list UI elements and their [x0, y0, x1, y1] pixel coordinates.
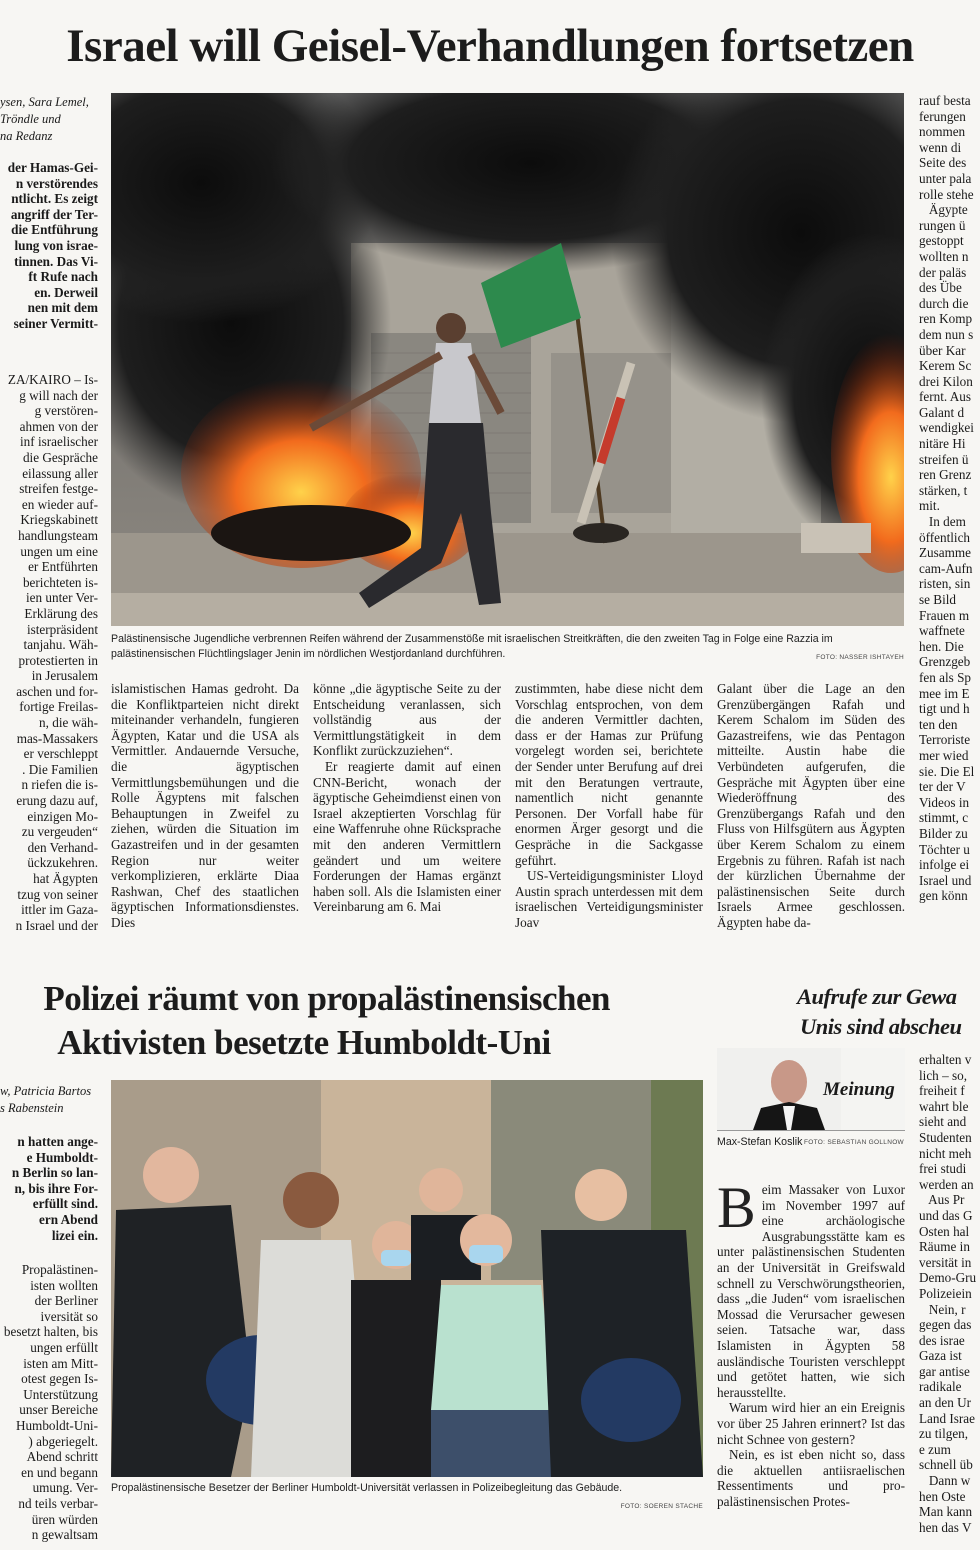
opinion-right-column-line: radikale: [919, 1379, 962, 1395]
article2-left-column-line: en und begann: [21, 1464, 98, 1480]
article2-lead-line: erfüllt sind.: [32, 1196, 98, 1212]
article1-lead-line: seiner Vermitt-: [13, 315, 98, 331]
article2-byline-line: s Rabenstein: [0, 1101, 64, 1115]
opinion-right-column-line: Man kann: [919, 1504, 973, 1520]
article1-right-column: [919, 93, 980, 961]
opinion-right-column-line: Polizeiein: [919, 1285, 972, 1301]
article1-left-column-line: g will nach der: [19, 387, 98, 403]
article1-lead-line: ft Rufe nach: [28, 269, 98, 285]
article1-right-column-line: wendigkei: [919, 420, 974, 436]
article1-caption: Palästinensische Jugendliche verbrennen Reifen während der Zusammenstöße mit israelischen Streitkräften, die den zweiten Tag in Folge eine Razzia im palästinensischen Flüchtlingslager Jenin im nördlichen Westjordanland durchführen.: [111, 633, 833, 660]
article1-right-column-line: ren Grenz: [919, 467, 972, 483]
article1-left-column-line: ZA/KAIRO – Is-: [7, 372, 98, 387]
article1-column-2-paragraph-1: könne „die ägyptische Seite zu der Entscheidung veranlassen, sich vollständig aus der Vermittlungstätigkeit in dem Konflikt zurückzuziehen“.: [313, 681, 501, 759]
article1-left-column-line: berichteten is-: [22, 574, 98, 590]
opinion-right-column-line: frei studi: [919, 1161, 967, 1177]
article1-right-column-line: Kerem Sc: [919, 358, 972, 374]
article1-column-3-paragraph-1: zustimmten, habe diese nicht dem Vorschlag entsprochen, von dem die anderen Vermittler dachten, dass er der Hamas zur Prüfung vorgelegt worden sei, berichtete der Sender unter Berufung auf drei mit den Beratungen vertraute, namentlich nicht genannte Personen. Der Vorfall habe für enormen Ärger gesorgt und die Gespräche in die Sackgasse geführt.: [515, 681, 703, 868]
article1-photo: [111, 93, 904, 626]
article2-left-column-line: ) abgeriegelt.: [28, 1433, 98, 1449]
article2-left-column-line: Unterstützung: [23, 1386, 98, 1402]
article1-right-column-line: rolle stehe: [919, 186, 974, 202]
article1-right-column-line: ren Komp: [919, 311, 973, 327]
article1-left-column-line: n, die wäh-: [39, 715, 98, 731]
article1-left-column-line: en wieder auf-: [21, 496, 98, 512]
article1-right-column-line: mit.: [919, 498, 940, 514]
article1-left-column-line: isterpräsident: [26, 621, 98, 637]
article1-lead-line: ntlicht. Es zeigt: [11, 191, 98, 207]
article1-left-column-line: zu vergeuden“: [21, 824, 98, 840]
opinion-headline-line-1: Aufrufe zur Gewa: [797, 984, 957, 1009]
article1-right-column-line: nitäre Hi: [919, 436, 966, 452]
article1-left-column-line: tzug von seiner: [17, 886, 98, 902]
article1-right-column-line: wenn di: [919, 139, 962, 155]
opinion-author: Max-Stefan Koslik: [717, 1136, 803, 1148]
article1-left-column-line: protestierten in: [18, 652, 98, 668]
article2-byline: [0, 1083, 98, 1117]
opinion-right-column-line: Studenten: [919, 1129, 972, 1145]
article1-right-column-line: tigt und h: [919, 701, 970, 717]
article1-left-column-line: Kriegskabinett: [20, 512, 98, 528]
article2-left-column-line: isten am Mitt-: [23, 1355, 98, 1371]
opinion-right-column-line: Gaza ist: [919, 1348, 962, 1364]
article1-byline-line: Tröndle und: [0, 112, 61, 126]
opinion-right-column-line: erhalten v: [919, 1052, 972, 1067]
article1-right-column-line: Grenzgeb: [919, 654, 971, 670]
article1-left-column-line: er Entführten: [28, 559, 98, 575]
article1-photo-credit: FOTO: NASSER ISHTAYEH: [816, 654, 904, 661]
article1-right-column-line: cam-Aufn: [919, 560, 973, 576]
article1-left-column-line: g verstören-: [34, 403, 98, 419]
article1-right-column-line: durch die: [919, 295, 969, 311]
article1-left-column-line: in Jerusalem: [31, 668, 98, 684]
article1-left-column-line: er verschleppt: [23, 746, 98, 762]
article1-lead-line: die Entführung: [11, 222, 98, 238]
article1-lead-line: tinnen. Das Vi-: [14, 253, 98, 269]
article2-left-column-line: umung. Ver-: [32, 1480, 98, 1496]
article1-right-column-line: waffnete: [919, 623, 965, 639]
opinion-paragraph-1-text: eim Massaker von Luxor im November 1997 auf eine archäologische Ausgrabungsstätte kam es unter palästinensischen Studenten an der Universität in Greifswald schnell zu Verschwörungstheorien, dass „die Juden“ vom israelischen Mossad die Verursacher gewesen seien. Tatsache war, dass Islamisten in Ägypten 58 ausländische Touristen verschleppt und getötet hatten, wie sich herausstellte.: [717, 1182, 905, 1400]
opinion-right-column: [919, 1052, 980, 1550]
article1-right-column-line: mee im E: [919, 685, 970, 701]
article1-right-column-line: hen. Die: [919, 638, 964, 654]
opinion-body: [717, 1182, 905, 1550]
opinion-photo-credit: FOTO: SEBASTIAN GOLLNOW: [804, 1139, 904, 1146]
riot-scene-illustration: [111, 93, 904, 626]
article1-column-4: Galant über die Lage an den Grenzübergängen Rafah und Kerem Schalom im Süden des Gazastreifens, wie das Pentagon mitteilte. Austin habe die Verbündeten aufgerufen, die Gespräche mit Ägypten über eine Wiederöffnung des Grenzübergangs Rafah und den Fluss von Hilfsgütern aus Ägypten über Kerem Schalom zu einem Ergebnis zu führen. Rafah ist nach der kürzlichen Übernahme der palästinensischen Seite durch Israels Armee geschlossen. Ägypten habe da-: [717, 681, 905, 930]
opinion-label: Meinung: [823, 1079, 895, 1100]
article1-right-column-line: Bilder zu: [919, 825, 968, 841]
article1-right-column-line: ferungen: [919, 108, 966, 124]
article1-column-2-paragraph-2: Er reagierte damit auf einen CNN-Bericht, wonach der ägyptische Geheimdienst einen von Israel akzeptierten Vorschlag für eine Waffenruhe ohne Rücksprache mit den anderen Vermittlern geändert und um weitere Forderungen der Hamas ergänzt haben soll. Als die Islamisten einer Vereinbarung am 6. Mai: [313, 758, 501, 915]
article1-right-column-line: dem nun s: [919, 326, 974, 342]
article1-right-column-line: streifen ü: [919, 451, 969, 467]
opinion-right-column-line: schnell üb: [919, 1457, 973, 1473]
article1-lead: [0, 160, 98, 332]
article2-left-column-line: ungen erfüllt: [30, 1339, 98, 1355]
article1-right-column-line: sie. Die El: [919, 763, 975, 779]
article1-lead-line: n verstörendes: [15, 175, 98, 191]
article1-right-column-line: fen als Sp: [919, 669, 972, 685]
opinion-right-column-line: wahrt ble: [919, 1098, 969, 1114]
article1-left-column-line: handlungsteam: [18, 527, 98, 543]
article2-lead-line: lizei ein.: [51, 1227, 98, 1243]
article2-left-column-line: der Berliner: [34, 1293, 98, 1309]
article1-column-3-paragraph-2: US-Verteidigungsminister Lloyd Austin sprach unterdessen mit dem israelischen Verteidigungsminister Joav: [515, 868, 703, 930]
article1-left-column-line: Erklärung des: [24, 605, 98, 621]
opinion-right-column-line: nicht meh: [919, 1145, 972, 1161]
opinion-right-column-line: an den Ur: [919, 1395, 971, 1411]
article1-right-column-line: risten, sin: [919, 576, 971, 592]
article1-left-column-line: eilassung aller: [22, 465, 98, 481]
article1-right-column-line: mer wied: [919, 747, 969, 763]
article2-lead-line: e Humboldt-: [26, 1149, 98, 1165]
opinion-right-column-line: Demo-Gru: [919, 1270, 977, 1286]
article2-photo: [111, 1080, 703, 1477]
article1-lead-line: nen mit dem: [27, 300, 98, 316]
article2-left-column-line: isten wollten: [30, 1277, 98, 1293]
article2-headline-line-2: Aktivisten besetzte Humboldt-Uni: [57, 1023, 551, 1062]
opinion-right-column-line: e zum: [919, 1441, 951, 1457]
article1-right-column-line: fernt. Aus: [919, 389, 972, 405]
article1-left-column-line: inf israelischer: [20, 434, 98, 450]
opinion-paragraph-3: Nein, es ist eben nicht so, dass die aktuellen antiisraelischen Ressentiments und pro-palästinensischen Protes-: [717, 1447, 905, 1509]
article1-lead-line: der Hamas-Gei-: [7, 160, 98, 175]
opinion-right-column-line: lich – so,: [919, 1067, 967, 1083]
opinion-right-column-line: Aus Pr: [919, 1192, 965, 1208]
opinion-right-column-line: werden an: [919, 1176, 974, 1192]
article1-left-column: [0, 372, 98, 956]
article1-left-column-line: einzigen Mo-: [27, 808, 98, 824]
article1-right-column-line: rauf besta: [919, 93, 971, 108]
article1-lead-line: en. Derweil: [34, 284, 98, 300]
article1-right-column-line: Israel und: [919, 872, 972, 888]
article1-left-column-line: n riefen die is-: [21, 777, 98, 793]
article1-column-1: islamistischen Hamas gedroht. Da die Konfliktparteien nicht direkt miteinander verhandeln, fungieren Ägypten, Katar und die USA als Vermittler. Andauernde Versuche, die ägyptischen Vermittlungsbemühungen und die Rolle Ägyptens mit falschen Behauptungen in Zweifel zu ziehen, würden die Situation im Gazastreifen und in der gesamten Region nur weiter verkomplizieren, erklärte Diaa Rashwan, Chef des staatlichen ägyptischen Informationsdienstes. Dies: [111, 681, 299, 930]
article1-right-column-line: Galant d: [919, 404, 965, 420]
article1-right-column-line: des Übe: [919, 280, 962, 296]
article1-byline-line: ysen, Sara Lemel,: [0, 95, 89, 109]
article1-right-column-line: ten den: [919, 716, 958, 732]
article2-lead: [0, 1134, 98, 1243]
article1-column-2: [313, 681, 501, 961]
opinion-right-column-line: hen das V: [919, 1519, 972, 1535]
article1-right-column-line: Seite des: [919, 155, 967, 171]
opinion-right-column-line: gegen das: [919, 1317, 972, 1333]
article1-left-column-line: hat Ägypten: [33, 871, 98, 886]
article1-right-column-line: gestoppt: [919, 233, 964, 249]
article1-right-column-line: se Bild: [919, 592, 956, 607]
article1-left-column-line: die Gespräche: [22, 449, 98, 465]
article1-right-column-line: der paläs: [919, 264, 967, 280]
article1-right-column-line: öffentlich: [919, 529, 971, 545]
article2-photo-credit: FOTO: SOEREN STACHE: [620, 1503, 703, 1510]
opinion-dropcap: B: [717, 1182, 756, 1240]
article1-left-column-line: ahmen von der: [19, 418, 98, 434]
article2-left-column-line: Humboldt-Uni-: [15, 1417, 98, 1433]
opinion-right-column-line: hen Oste: [919, 1488, 966, 1504]
article1-left-column-line: ungen um eine: [20, 543, 98, 559]
opinion-right-column-line: gar antise: [919, 1363, 970, 1379]
article1-right-column-line: ter der V: [919, 779, 966, 795]
opinion-right-column-line: Dann w: [919, 1473, 971, 1489]
opinion-right-column-line: Land Israe: [919, 1410, 976, 1426]
article2-left-column-line: nd teils verbar-: [18, 1495, 98, 1511]
article2-left-column-line: otest gegen Is-: [21, 1371, 98, 1387]
article2-left-column: [0, 1262, 98, 1550]
opinion-right-column-line: Nein, r: [919, 1301, 966, 1317]
article2-headline-line-1: Polizei räumt von propalästinensischen: [43, 979, 610, 1018]
opinion-paragraph-2: Warum wird hier an ein Ereignis vor über 25 Jahren erinnert? Ist das nicht Schnee von gestern?: [717, 1400, 905, 1447]
opinion-right-column-line: des israe: [919, 1332, 965, 1348]
article2-lead-line: n, bis ihre For-: [14, 1180, 98, 1196]
article1-left-column-line: streifen festge-: [19, 481, 98, 497]
article1-headline: Israel will Geisel-Verhandlungen fortsetzen: [66, 20, 914, 72]
opinion-paragraph-1: [717, 1182, 905, 1400]
article1-left-column-line: ien unter Ver-: [26, 590, 98, 606]
article1-byline: [0, 94, 98, 145]
opinion-right-column-line: zu tilgen,: [919, 1426, 969, 1442]
opinion-right-column-line: versität in: [919, 1254, 972, 1270]
article2-byline-line: w, Patricia Bartos: [0, 1084, 92, 1098]
article2-left-column-line: Propalästinen-: [21, 1262, 98, 1277]
article1-left-column-line: ückzukehren.: [27, 855, 98, 871]
article1-right-column-line: Ägypte: [919, 202, 968, 218]
article1-right-column-line: stimmt, c: [919, 810, 969, 826]
article1-right-column-line: wollten n: [919, 248, 969, 264]
article1-right-column-line: Töchter u: [919, 841, 970, 857]
article1-lead-line: angriff der Ter-: [10, 206, 98, 222]
article1-left-column-line: ittler im Gaza-: [21, 902, 98, 918]
article2-left-column-line: iversität so: [40, 1308, 98, 1324]
article1-right-column-line: Terroriste: [919, 732, 971, 748]
article1-left-column-line: erung dazu auf,: [16, 793, 98, 809]
article2-left-column-line: üren würden: [31, 1511, 98, 1527]
article1-right-column-line: unter pala: [919, 170, 972, 186]
article1-lead-line: lung von israe-: [14, 237, 98, 253]
article1-right-column-line: Zusamme: [919, 545, 972, 561]
article2-left-column-line: besetzt halten, bis: [3, 1324, 98, 1340]
article1-byline-line: na Redanz: [0, 129, 53, 143]
article1-left-column-line: . Die Familien: [22, 761, 98, 777]
opinion-headline-line-2: Unis sind abscheu: [800, 1014, 962, 1039]
article2-left-column-line: Abend schritt: [26, 1449, 98, 1465]
article1-left-column-line: mas-Massakers: [16, 730, 98, 746]
article1-right-column-line: Videos in: [919, 794, 970, 810]
article2-lead-line: ern Abend: [39, 1211, 98, 1227]
article1-left-column-line: tanjahu. Wäh-: [23, 637, 98, 653]
article2-left-column-line: n gewaltsam: [31, 1527, 98, 1543]
article1-right-column-line: drei Kilon: [919, 373, 973, 389]
article2-lead-line: n hatten ange-: [17, 1134, 98, 1149]
article1-right-column-line: Frauen m: [919, 607, 970, 623]
article2-left-column-line: unser Bereiche: [19, 1402, 98, 1418]
article1-right-column-line: stärken, t: [919, 482, 968, 498]
article1-left-column-line: n Israel und der: [15, 917, 98, 933]
opinion-right-column-line: Osten hal: [919, 1223, 970, 1239]
article1-right-column-line: über Kar: [919, 342, 966, 358]
police-escort-illustration: [111, 1080, 703, 1477]
article1-right-column-line: infolge ei: [919, 857, 970, 873]
article1-right-column-line: nommen: [919, 124, 966, 140]
article1-right-column-line: rungen ü: [919, 217, 966, 233]
article1-column-3: [515, 681, 703, 961]
opinion-right-column-line: und das G: [919, 1207, 973, 1223]
opinion-right-column-line: sieht and: [919, 1114, 967, 1130]
opinion-right-column-line: Räume in: [919, 1239, 970, 1255]
opinion-right-column-line: freiheit f: [919, 1083, 965, 1099]
article1-left-column-line: aschen und for-: [16, 683, 98, 699]
article2-lead-line: n Berlin so lan-: [11, 1165, 98, 1181]
article1-left-column-line: den Verhand-: [27, 839, 98, 855]
article1-right-column-line: In dem: [919, 514, 966, 530]
article2-caption: Propalästinensische Besetzer der Berliner Humboldt-Universität verlassen in Polizeibegleitung das Gebäude.: [111, 1482, 623, 1494]
article1-right-column-line: gen könn: [919, 888, 968, 904]
article1-left-column-line: fortige Freilas-: [19, 699, 98, 715]
